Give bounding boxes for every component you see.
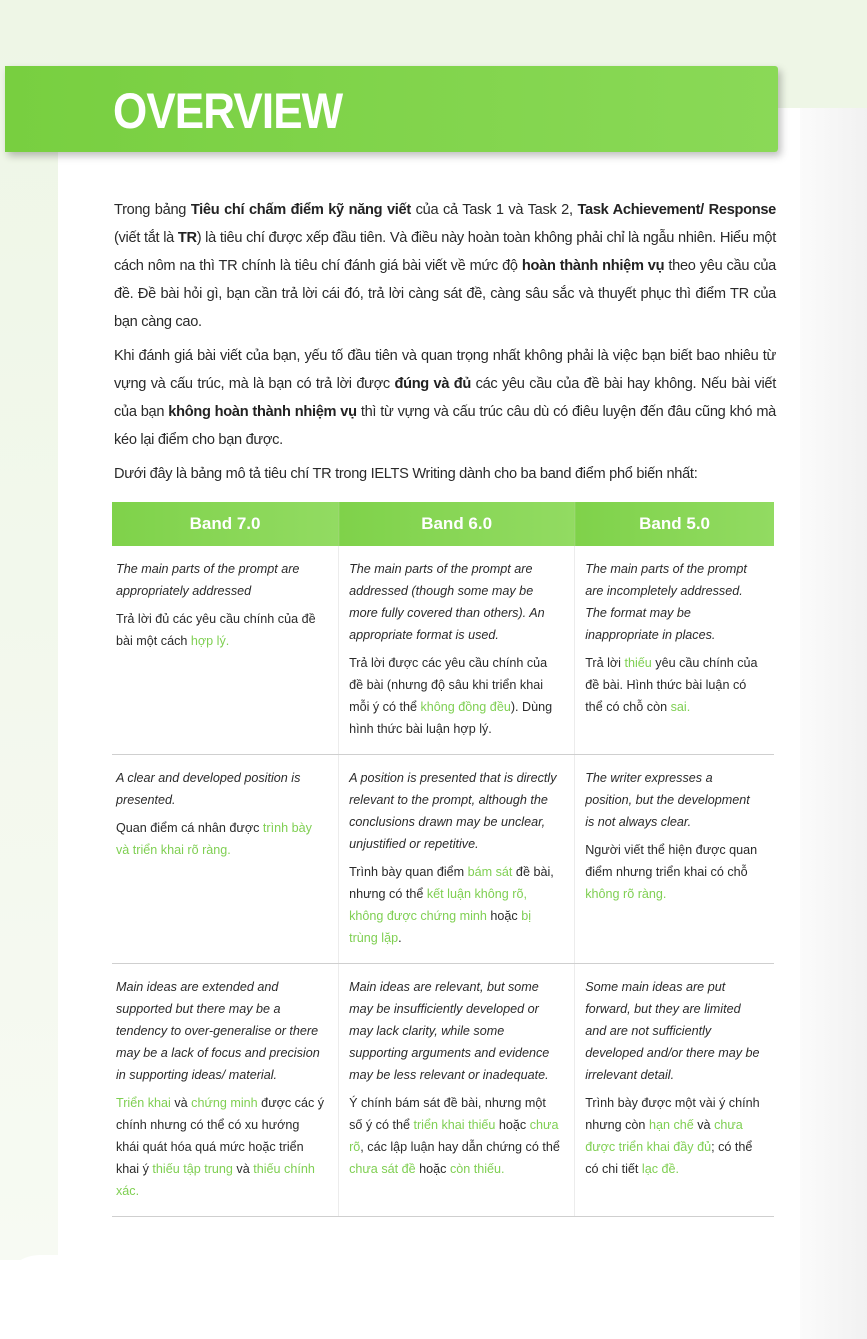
left-margin-background (0, 0, 58, 1260)
text-segment: yêu cầu chính của đề bài. Hình thức bài luận có thể có chỗ còn (585, 656, 758, 714)
highlighted-text: bị trùng lặp (349, 909, 532, 945)
text-segment: ) là tiêu chí được xếp đầu tiên. Và điều này hoàn toàn không phải chỉ là ngẫu nhiên. Hiểu một cách nôm na thì TR chính là tiêu chí đánh giá bài viết về mức độ (114, 230, 777, 274)
text-segment: đề bài, nhưng có thể (349, 865, 554, 901)
header-band-6: Band 6.0 (339, 502, 575, 546)
text-segment: thì từ vựng và cấu trúc câu dù có điêu luyện đến đâu cũng khó mà kéo lại điểm cho bạn được. (114, 404, 776, 448)
bold-text: đúng và đủ (394, 376, 471, 392)
highlighted-text: hạn chế (648, 1118, 694, 1132)
highlighted-text: thiếu (624, 656, 652, 670)
text-segment: và (693, 1118, 715, 1132)
highlighted-text: triển khai thiếu (413, 1118, 496, 1132)
text-segment: theo yêu cầu của đề. Đề bài hỏi gì, bạn cần trả lời cái đó, trả lời càng sát đề, càng sâu sắc và thuyết phục thì điểm TR của bạn càng cao. (114, 258, 776, 330)
text-segment: Khi đánh giá bài viết của bạn, yếu tố đầu tiên và quan trọng nhất không phải là việc bạn biết bao nhiêu từ vựng và cấu trúc, mà là bạn có trả lời được (114, 348, 776, 392)
bold-text: không hoàn thành nhiệm vụ (168, 404, 357, 420)
text-segment: hoặc (415, 1162, 450, 1176)
page-title: OVERVIEW (113, 83, 343, 139)
text-segment: hoặc (486, 909, 522, 923)
page-body (112, 196, 776, 1217)
paragraph (114, 196, 776, 336)
english-descriptor: Some main ideas are put forward, but they are limited and are not sufficiently developed and/or there may be irrelevant detail. (585, 980, 760, 1082)
text-segment: Dưới đây là bảng mô tả tiêu chí TR trong IELTS Writing dành cho ba band điểm phổ biến nhất: (114, 466, 698, 482)
vietnamese-explanation (116, 817, 324, 861)
page-corner (0, 1255, 90, 1339)
text-segment: và (170, 1096, 192, 1110)
table-cell (575, 546, 774, 755)
table-row (112, 964, 774, 1217)
text-segment: của cả Task 1 và Task 2, (410, 202, 578, 218)
english-descriptor: A clear and developed position is presented. (116, 771, 301, 807)
right-margin (800, 108, 867, 1339)
table-row (112, 546, 774, 755)
english-descriptor: A position is presented that is directly relevant to the prompt, although the conclusions drawn may be unclear, unjustified or repetitive. (349, 771, 557, 851)
english-descriptor: The main parts of the prompt are incompletely addressed. The format may be inappropriate in places. (585, 562, 747, 642)
vietnamese-explanation (585, 1092, 760, 1180)
text-segment: Trình bày được một vài ý chính nhưng còn (585, 1096, 760, 1132)
title-banner (5, 66, 778, 152)
table-cell (339, 964, 575, 1217)
text-segment: ). Dùng hình thức bài luận hợp lý. (349, 700, 553, 736)
english-descriptor: The main parts of the prompt are addressed (though some may be more fully covered than others). An appropriate format is used. (349, 562, 545, 642)
bold-text: Tiêu chí chấm điểm kỹ năng viết (190, 202, 411, 218)
vietnamese-explanation (585, 839, 760, 905)
table-header-row (112, 502, 774, 546)
vietnamese-explanation (585, 652, 760, 718)
text-segment: Trình bày quan điểm (349, 865, 468, 879)
vietnamese-explanation (116, 608, 324, 652)
vietnamese-explanation (349, 861, 560, 949)
text-segment: Trả lời đủ các yêu cầu chính của đề bài một cách (116, 612, 316, 648)
english-descriptor: The writer expresses a position, but the development is not always clear. (585, 771, 750, 829)
text-segment: (viết tắt là (114, 230, 178, 246)
text-segment: , các lập luận hay dẫn chứng có thể (360, 1140, 560, 1154)
criteria-table (112, 502, 774, 1217)
vietnamese-explanation (116, 1092, 324, 1202)
highlighted-text: lạc đề. (641, 1162, 679, 1176)
table-cell (112, 546, 339, 755)
text-segment: Quan điểm cá nhân được (116, 821, 263, 835)
highlighted-text: chưa được triển khai đầy đủ (585, 1118, 743, 1154)
highlighted-text: không đồng đều (420, 700, 511, 714)
paragraph (114, 460, 776, 488)
english-descriptor: Main ideas are relevant, but some may be insufficiently developed or may lack clarity, while some supporting arguments and evidence may be less relevant or inadequate. (349, 980, 550, 1082)
table-cell (112, 755, 339, 964)
text-segment: hoặc (495, 1118, 530, 1132)
bold-text: Task Achievement/ Response (577, 202, 777, 218)
highlighted-text: sai. (670, 700, 691, 714)
header-band-7: Band 7.0 (112, 502, 339, 546)
table-cell (339, 755, 575, 964)
highlighted-text: kết luận không rõ, không được chứng minh (349, 887, 527, 923)
highlighted-text: chưa sát đề (349, 1162, 416, 1176)
text-segment: Ý chính bám sát đề bài, nhưng một số ý có thể (349, 1096, 546, 1132)
bold-text: TR (177, 230, 197, 246)
header-band-5: Band 5.0 (575, 502, 774, 546)
text-segment: Trả lời được các yêu cầu chính của đề bài (nhưng độ sâu khi triển khai mỗi ý có thể (349, 656, 548, 714)
table-row (112, 755, 774, 964)
text-segment: . (398, 931, 402, 945)
table-cell (112, 964, 339, 1217)
intro-text (114, 196, 776, 488)
text-segment: ; có thể có chi tiết (585, 1140, 753, 1176)
highlighted-text: thiếu chính xác. (116, 1162, 315, 1198)
highlighted-text: thiếu tập trung (152, 1162, 233, 1176)
vietnamese-explanation (349, 652, 560, 740)
bold-text: hoàn thành nhiệm vụ (521, 258, 665, 274)
table-cell (575, 964, 774, 1217)
text-segment: Người viết thể hiện được quan điểm nhưng triển khai có chỗ (585, 843, 758, 879)
english-descriptor: The main parts of the prompt are appropriately addressed (116, 562, 300, 598)
text-segment: được các ý chính nhưng có thể có xu hướng khái quát hóa quá mức hoặc triển khai ý (116, 1096, 325, 1176)
highlighted-text: chứng minh (191, 1096, 258, 1110)
text-segment: và (232, 1162, 254, 1176)
table-cell (575, 755, 774, 964)
text-segment: các yêu cầu của đề bài hay không. Nếu bài viết của bạn (114, 376, 776, 420)
highlighted-text: trình bày và triển khai rõ ràng. (116, 821, 312, 857)
highlighted-text: còn thiếu. (449, 1162, 505, 1176)
highlighted-text: hợp lý. (190, 634, 230, 648)
highlighted-text: chưa rõ (349, 1118, 559, 1154)
english-descriptor: Main ideas are extended and supported but there may be a tendency to over-generalise or there may be a lack of focus and precision in supporting ideas/ material. (116, 980, 320, 1082)
table-cell (339, 546, 575, 755)
highlighted-text: Triển khai (116, 1096, 171, 1110)
highlighted-text: không rõ ràng. (585, 887, 667, 901)
vietnamese-explanation (349, 1092, 560, 1180)
text-segment: Trong bảng (114, 202, 191, 218)
text-segment: Trả lời (585, 656, 625, 670)
paragraph (114, 342, 776, 454)
highlighted-text: bám sát (467, 865, 513, 879)
